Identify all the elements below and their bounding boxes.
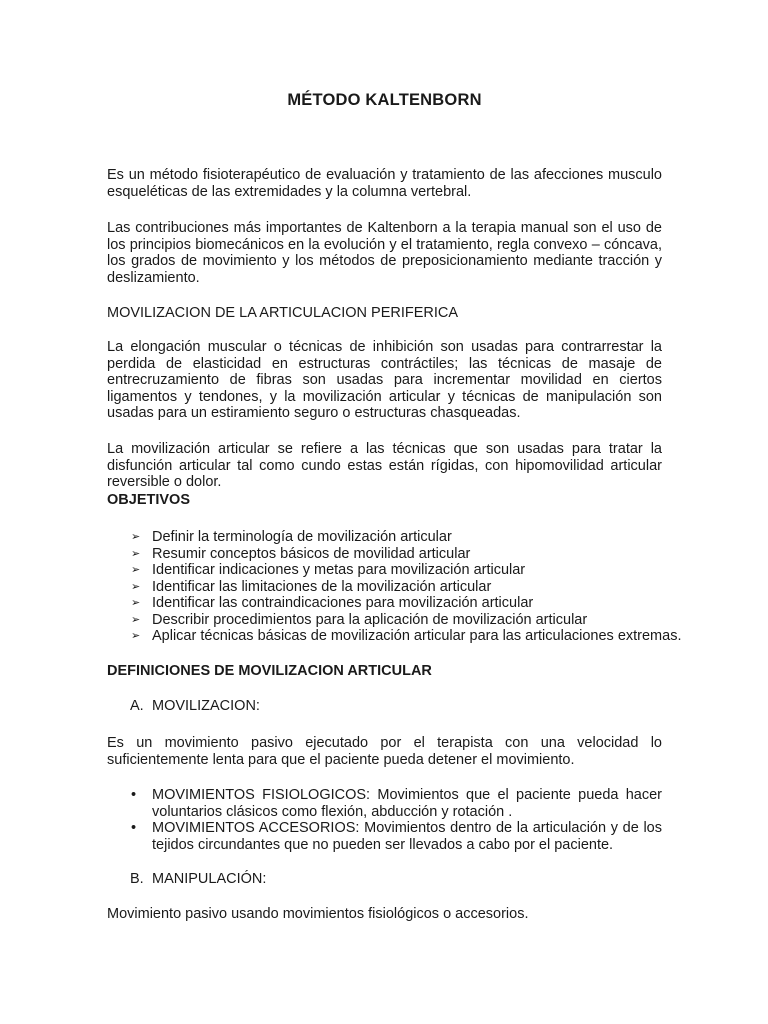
objectives-list xyxy=(107,529,682,645)
arrow-bullet-icon: ➢ xyxy=(131,630,141,642)
list-item xyxy=(107,820,662,853)
objective-text: Resumir conceptos básicos de movilidad articular xyxy=(152,545,471,562)
objective-text: Identificar indicaciones y metas para movilización articular xyxy=(152,562,526,578)
document-title: MÉTODO KALTENBORN xyxy=(287,91,482,109)
mobilization-paragraph: Es un movimiento pasivo ejecutado por el terapista con una velocidad lo suficientemente lenta para que el paciente pueda detener el movimiento. xyxy=(107,735,662,768)
arrow-bullet-icon: ➢ xyxy=(131,531,141,543)
section-label: MOVILIZACION: xyxy=(152,698,260,714)
definitions-heading: DEFINICIONES DE MOVILIZACION ARTICULAR xyxy=(107,663,432,679)
list-item xyxy=(107,787,662,820)
list-item xyxy=(107,595,662,612)
movement-types-list xyxy=(107,787,662,853)
objective-text: Aplicar técnicas básicas de movilización articular para las articulaciones extremas. xyxy=(152,628,682,644)
section-label: MANIPULACIÓN: xyxy=(152,871,267,887)
objective-text: Identificar las limitaciones de la movilización articular xyxy=(152,578,492,595)
movement-type-text: MOVIMIENTOS FISIOLOGICOS: Movimientos que el paciente pueda hacer voluntarios clásicos como flexión, abducción y rotación . xyxy=(152,787,662,820)
list-item xyxy=(107,628,682,645)
contributions-paragraph: Las contribuciones más importantes de Kaltenborn a la terapia manual son el uso de los principios biomecánicos en la evolución y el tratamiento, regla convexo – cóncava, los grados de movimiento y los métodos de preposicionamiento mediante tracción y deslizamiento. xyxy=(107,220,662,286)
arrow-bullet-icon: ➢ xyxy=(131,547,141,560)
manipulation-paragraph: Movimiento pasivo usando movimientos fisiológicos o accesorios. xyxy=(107,906,529,922)
list-item xyxy=(107,529,662,546)
joint-mobilization-paragraph: La movilización articular se refiere a las técnicas que son usadas para tratar la disfunción articular tal como cundo estas están rígidas, con hipomovilidad articular reversible o dolor. xyxy=(107,441,662,490)
arrow-bullet-icon: ➢ xyxy=(131,564,141,576)
bullet-dot-icon: • xyxy=(131,820,137,836)
objective-text: Describir procedimientos para la aplicación de movilización articular xyxy=(152,611,588,628)
section-b-heading xyxy=(107,871,685,888)
arrow-bullet-icon: ➢ xyxy=(131,597,141,609)
list-item xyxy=(107,562,662,579)
objective-text: Identificar las contraindicaciones para movilización articular xyxy=(152,595,534,611)
peripheral-heading: MOVILIZACION DE LA ARTICULACION PERIFERICA xyxy=(107,305,459,321)
section-letter: A. xyxy=(130,698,144,714)
list-item xyxy=(107,546,662,563)
intro-paragraph: Es un método fisioterapéutico de evaluación y tratamiento de las afecciones musculo esqueléticas de las extremidades y la columna vertebral. xyxy=(107,167,662,200)
section-letter: B. xyxy=(130,871,144,887)
movement-type-text: MOVIMIENTOS ACCESORIOS: Movimientos dentro de la articulación y de los tejidos circundantes que no pueden ser llevados a cabo por el paciente. xyxy=(152,820,662,853)
arrow-bullet-icon: ➢ xyxy=(131,580,141,593)
objectives-heading: OBJETIVOS xyxy=(107,492,190,508)
elongation-paragraph: La elongación muscular o técnicas de inhibición son usadas para contrarrestar la perdida de elasticidad en estructuras contráctiles; las técnicas de masaje de entrecruzamiento de fibras son usadas para incrementar movilidad en ciertos ligamentos y tendones, y la movilización articular y técnicas de manipulación son usadas para un estiramiento seguro o estructuras chasqueadas. xyxy=(107,339,662,421)
list-item xyxy=(107,579,662,596)
section-a-heading xyxy=(107,698,685,715)
objective-text: Definir la terminología de movilización articular xyxy=(152,529,452,545)
arrow-bullet-icon: ➢ xyxy=(131,613,141,626)
bullet-dot-icon: • xyxy=(131,787,137,803)
list-item xyxy=(107,612,662,629)
